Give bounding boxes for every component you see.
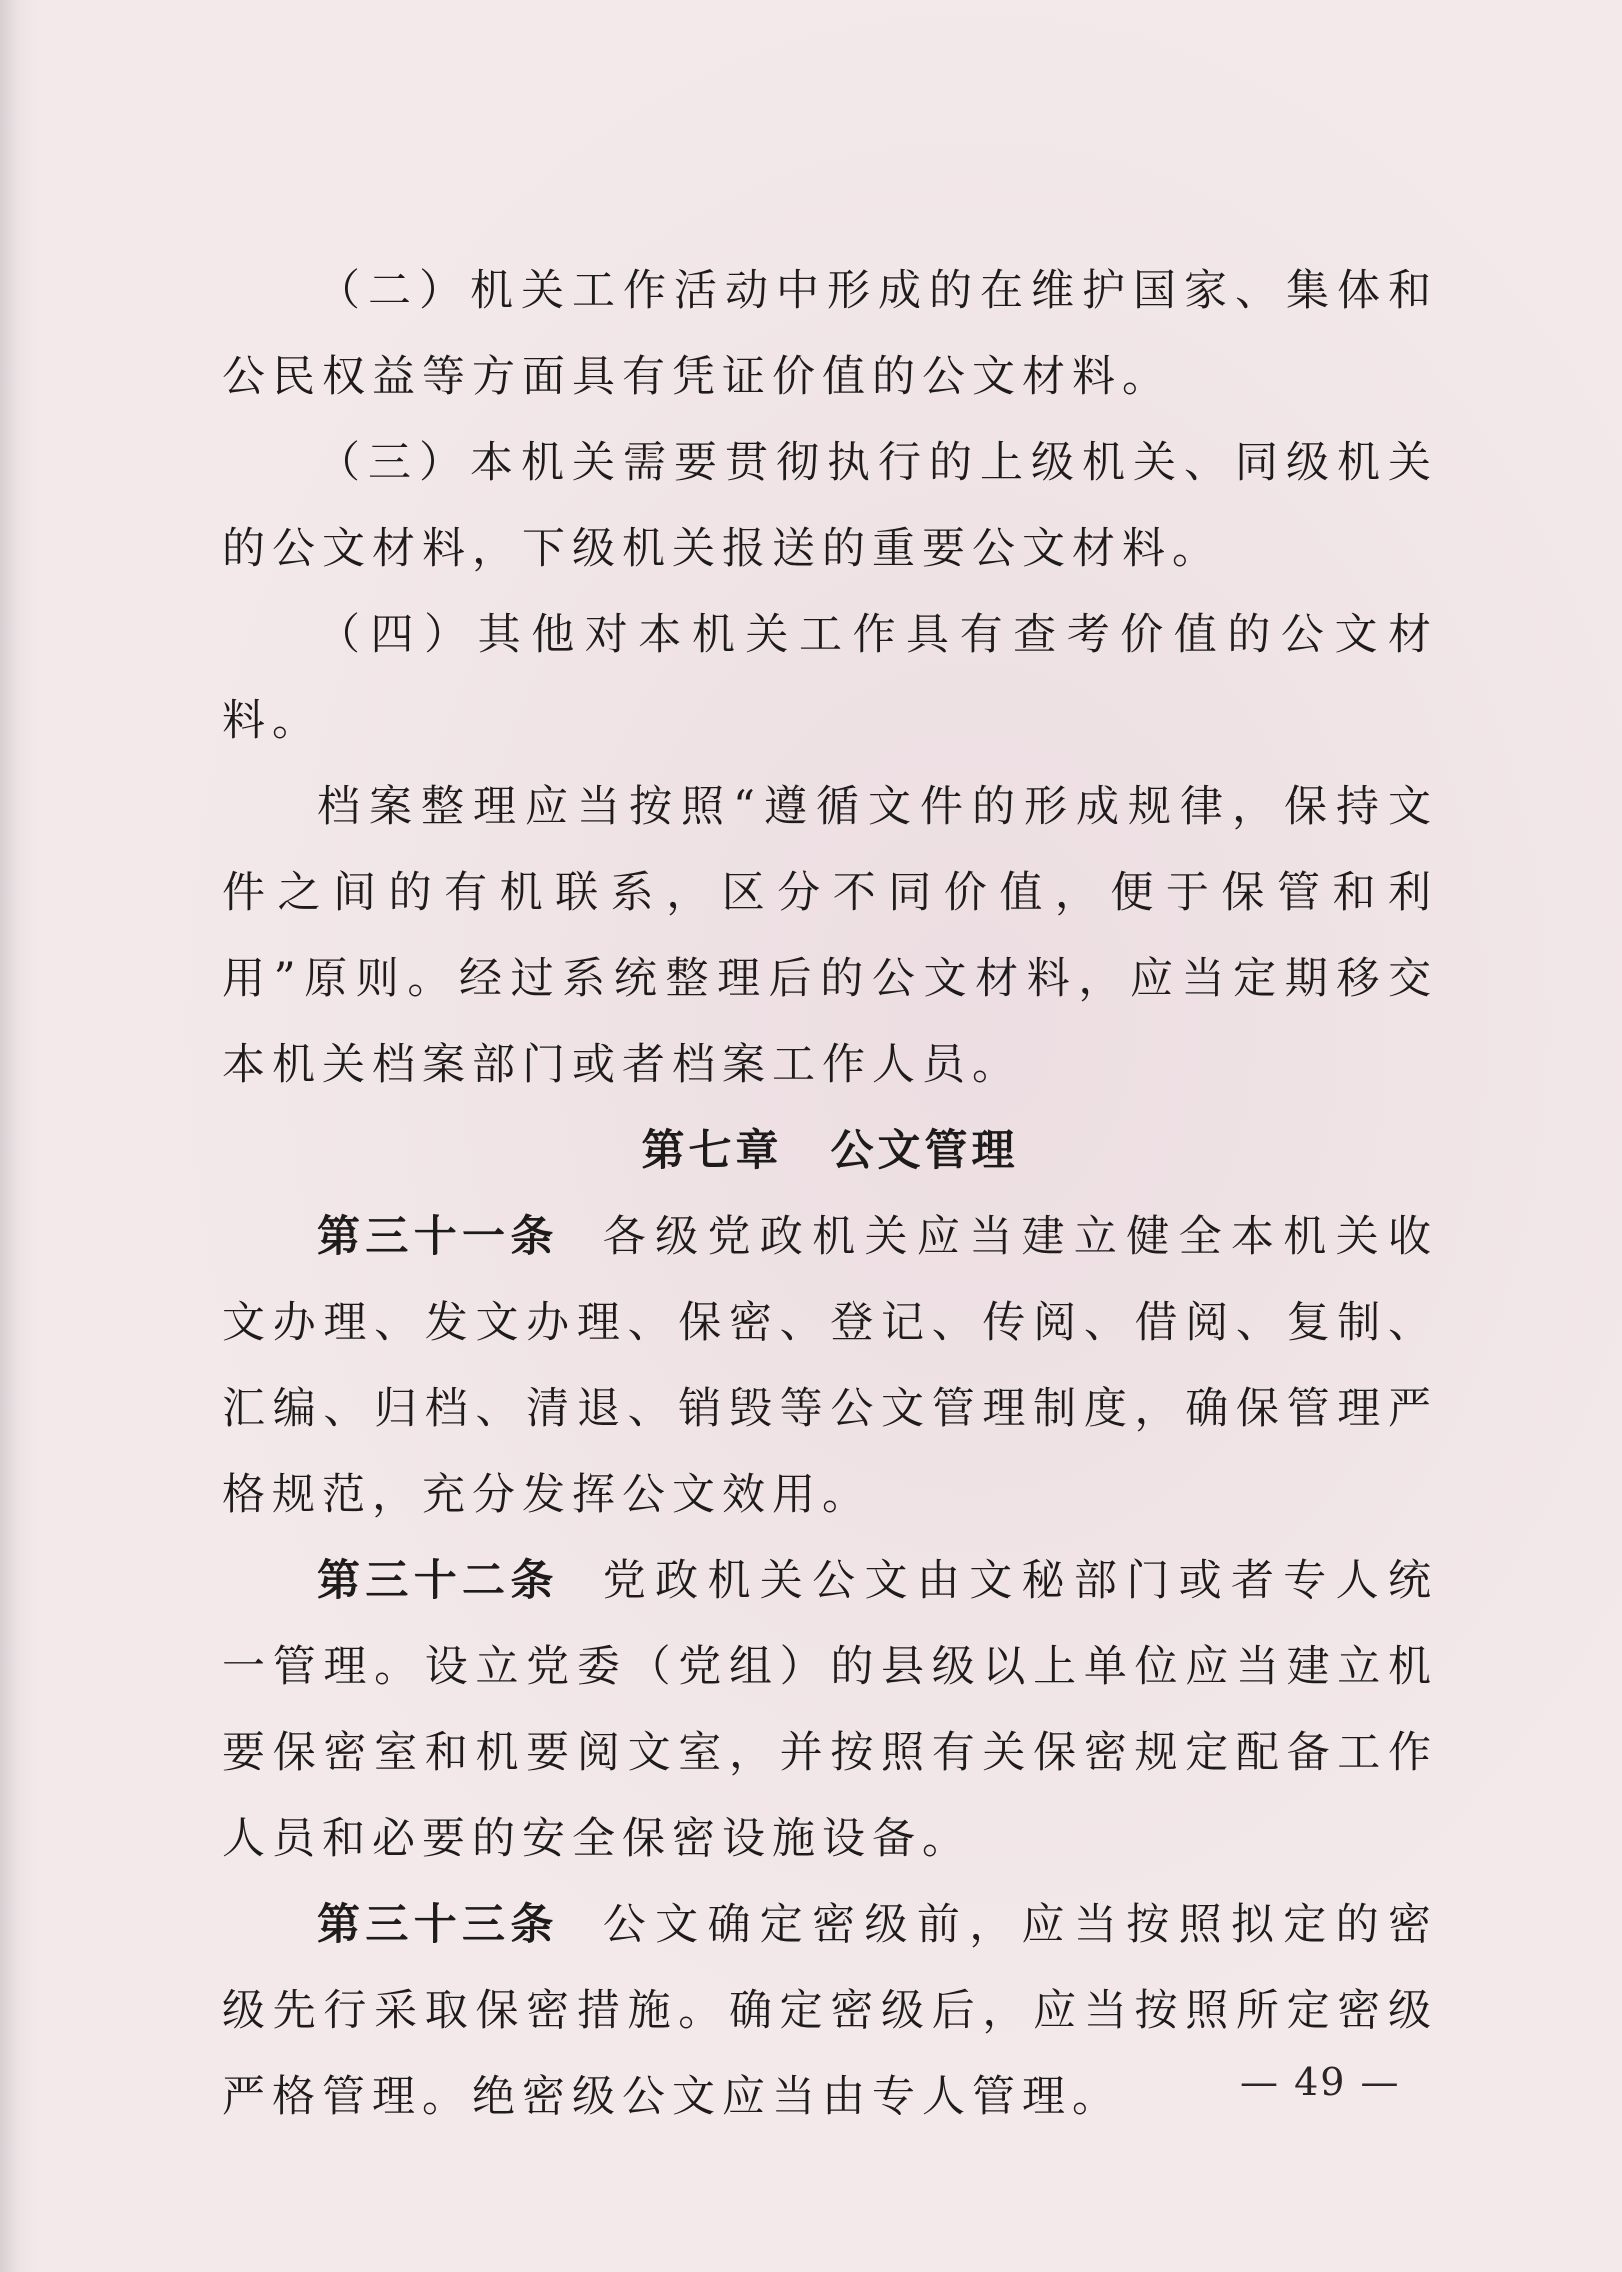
article-text: 各级党政机关应当建立健全本机关收文办理、发文办理、保密、登记、传阅、借阅、复制、汇编、归档、清退、销毁等公文管理制度，确保管理严格规范，充分发挥公文效用。 xyxy=(222,1212,1438,1520)
paragraph-item-2 xyxy=(222,248,1438,420)
body-text xyxy=(222,248,1438,2140)
article-32 xyxy=(222,1538,1438,1882)
article-label: 第三十三条 xyxy=(317,1900,559,1950)
page-number: — 49 — xyxy=(1240,2060,1401,2104)
paragraph-archive-principle xyxy=(222,764,1438,1108)
article-text: 党政机关公文由文秘部门或者专人统一管理。设立党委（党组）的县级以上单位应当建立机要保密室和机要阅文室，并按照有关保密规定配备工作人员和必要的安全保密设施设备。 xyxy=(222,1556,1438,1864)
article-31 xyxy=(222,1194,1438,1538)
chapter-title: 公文管理 xyxy=(830,1126,1019,1176)
article-label: 第三十一条 xyxy=(317,1212,559,1262)
chapter-heading xyxy=(222,1108,1438,1194)
article-text: 公文确定密级前，应当按照拟定的密级先行采取保密措施。确定密级后，应当按照所定密级严格管理。绝密级公文应当由专人管理。 xyxy=(222,1900,1438,2122)
paragraph-text: （三）本机关需要贯彻执行的上级机关、同级机关的公文材料，下级机关报送的重要公文材料。 xyxy=(222,438,1438,574)
paragraph-item-3 xyxy=(222,420,1438,592)
chapter-number: 第七章 xyxy=(641,1126,783,1176)
paragraph-item-4 xyxy=(222,592,1438,764)
paragraph-text: （四）其他对本机关工作具有查考价值的公文材料。 xyxy=(222,610,1438,746)
article-label: 第三十二条 xyxy=(317,1556,559,1606)
paragraph-text: 档案整理应当按照“遵循文件的形成规律，保持文件之间的有机联系，区分不同价值，便于保管和利用”原则。经过系统整理后的公文材料，应当定期移交本机关档案部门或者档案工作人员。 xyxy=(222,782,1438,1090)
paragraph-text: （二）机关工作活动中形成的在维护国家、集体和公民权益等方面具有凭证价值的公文材料。 xyxy=(222,266,1438,402)
